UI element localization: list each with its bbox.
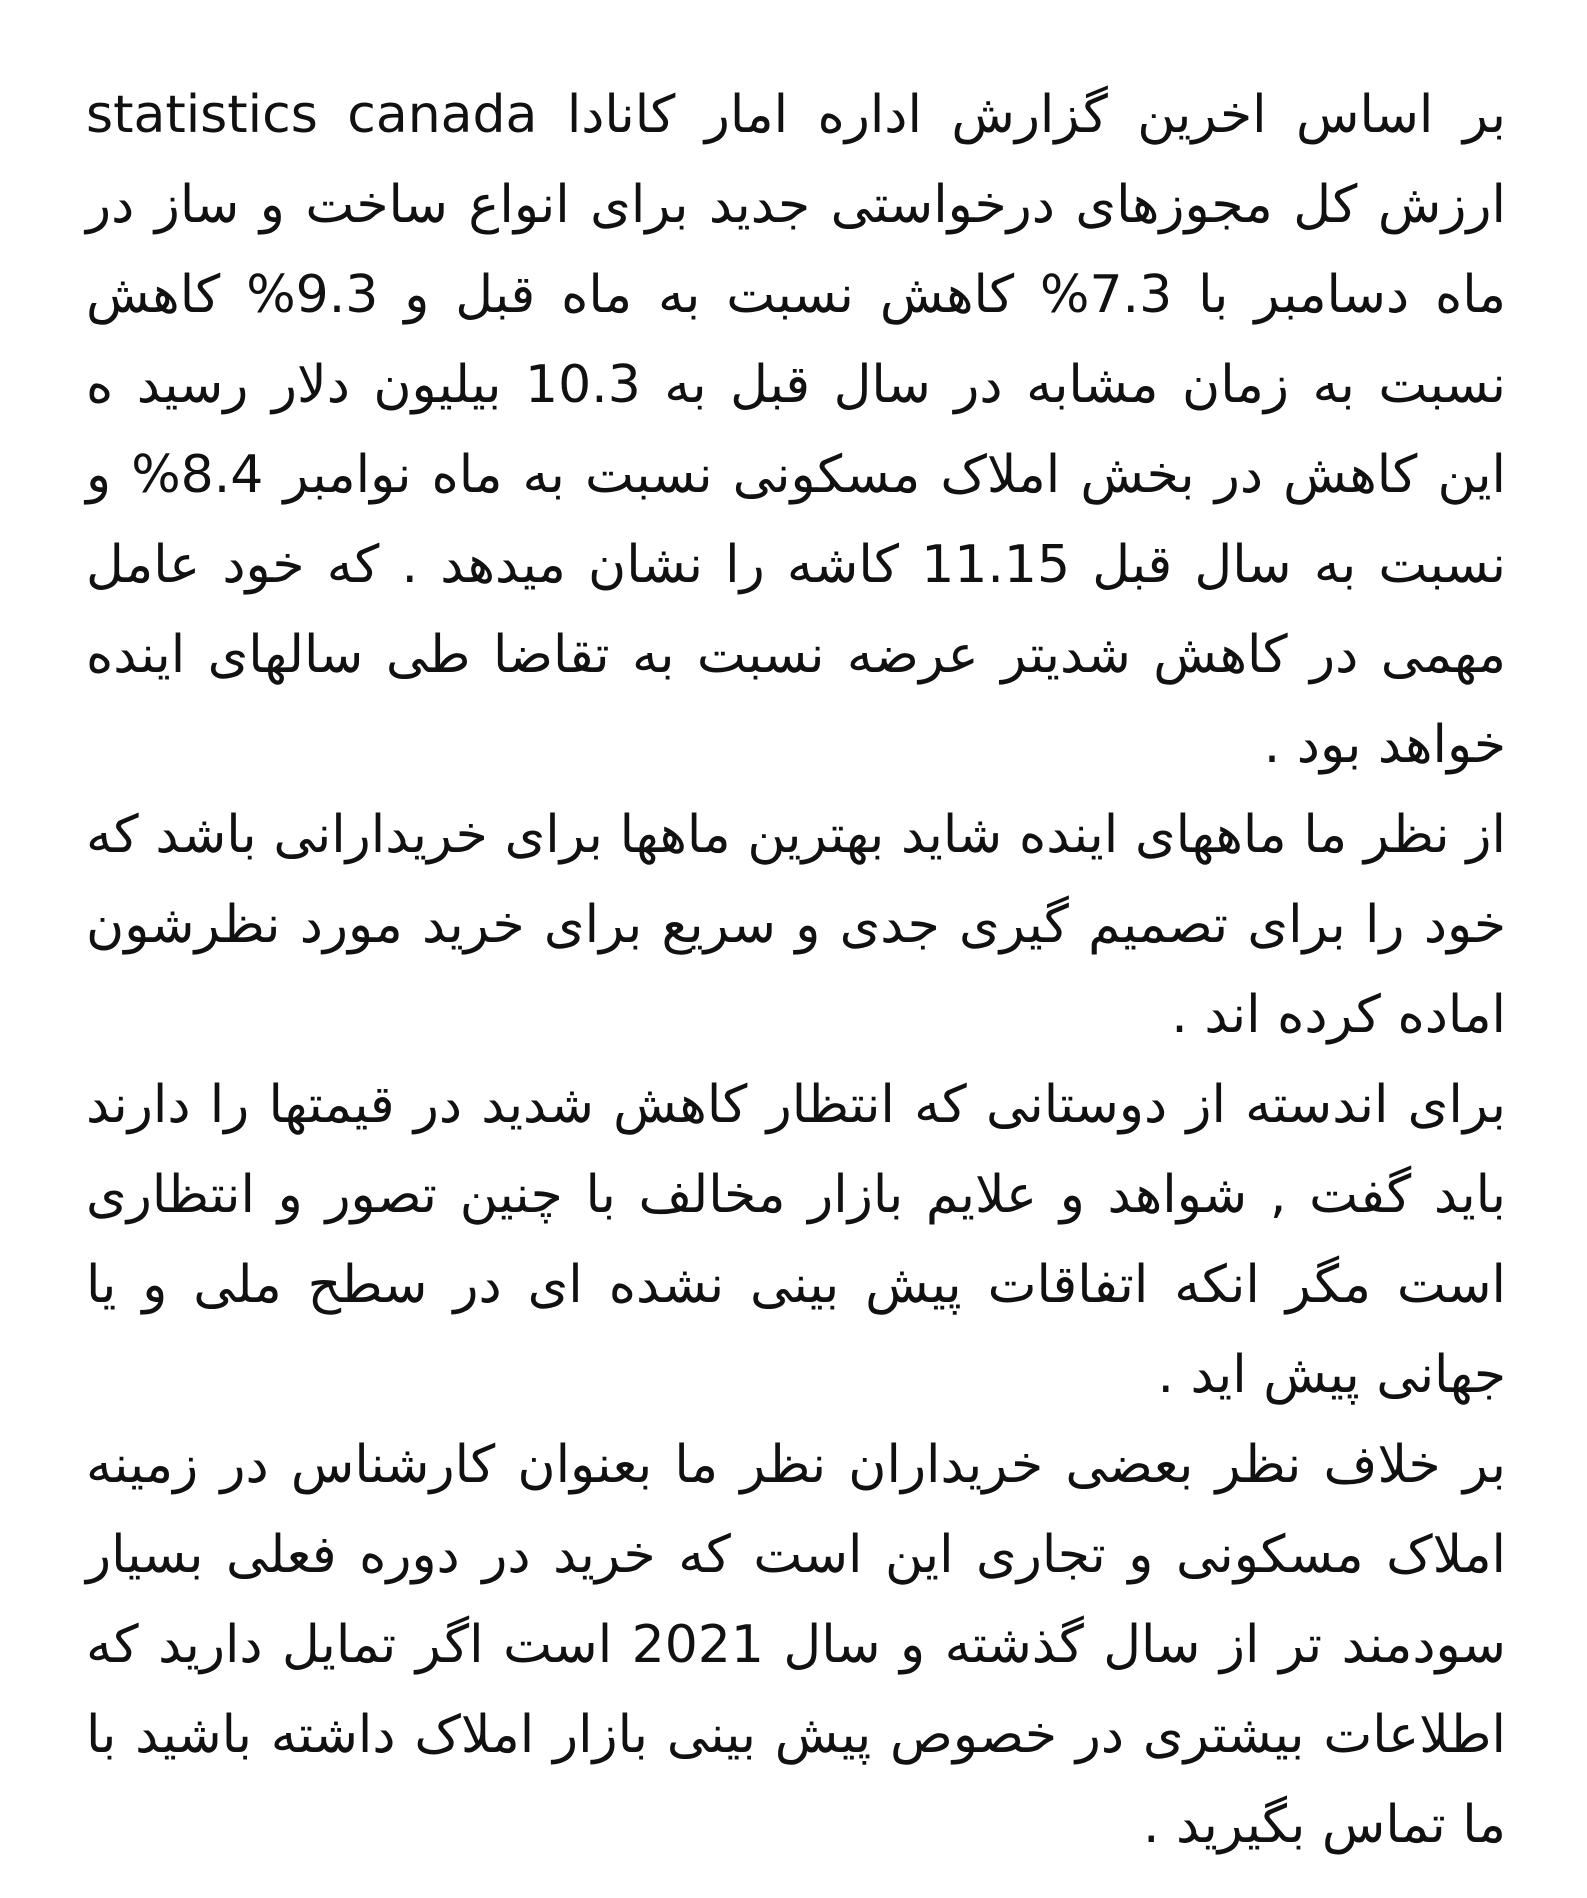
paragraph-expert-opinion: بر خلاف نظر بعضی خریداران نظر ما بعنوان کارشناس در زمینه املاک مسکونی و تجاری این است که خرید در دوره فعلی بسیار سودمند تر از سال گذشته و سال 2021 است اگر تمایل دارید که اطلاعات بیشتری در خصوص پیش بینی بازار املاک داشته باشید با ما تماس بگیرید . — [86, 1435, 1506, 1855]
paragraph-price-expectations: برای اندسته از دوستانی که انتظار کاهش شدید در قیمتها را دارند باید گفت , شواهد و علایم بازار مخالف با چنین تصور و انتظاری است مگر انکه اتفاقات پیش بینی نشده ای در سطح ملی و یا جهانی پیش اید . — [86, 1075, 1506, 1405]
paragraph-1-body: ارزش کل مجوزهای درخواستی جدید برای انواع ساخت و ساز در ماه دسامبر با 7.3% کاهش نسبت به ماه قبل و 9.3% کاهش نسبت به زمان مشابه در سال قبل به 10.3 بیلیون دلار رسید ه این کاهش در بخش املاک مسکونی نسبت به ماه نوامبر 8.4% و نسبت به سال قبل 11.15 کاشه را نشان میدهد . که خود عامل مهمی در کاهش شدیتر عرضه نسبت به تقاضا طی سالهای اینده خواهد بود . — [86, 175, 1506, 775]
paragraph-building-permits — [86, 70, 1506, 790]
paragraph-1-intro: بر اساس اخرین گزارش اداره امار کانادا — [537, 85, 1506, 145]
paragraph-buyer-opportunity: از نظر ما ماههای اینده شاید بهترین ماهها برای خریدارانی باشد که خود را برای تصمیم گیری جدی و سریع برای خرید مورد نظرشون اماده کرده اند . — [86, 805, 1506, 1045]
article-body — [86, 70, 1506, 1870]
source-name: statistics canada — [86, 85, 538, 145]
